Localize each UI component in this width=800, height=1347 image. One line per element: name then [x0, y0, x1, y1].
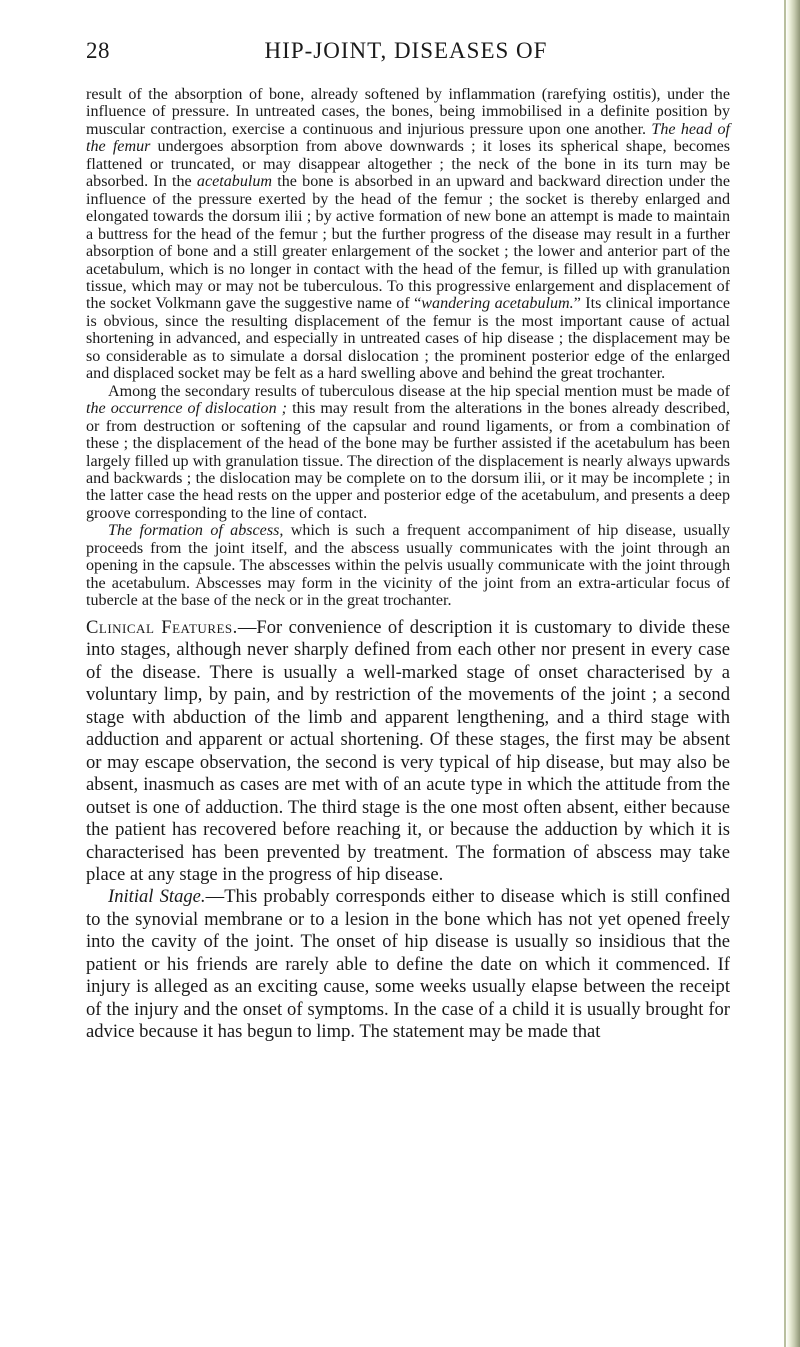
- paragraph-dislocation: Among the secondary results of tuberculous disease at the hip special mention must be made of the occurrence of dislocation ; this may result from the alterations in the bones already described, or from destruction or softening of the capsular and round ligaments, or from a combination of these ; the displacement of the head of the bone may be further assisted if the acetabulum has been largely filled up with granulation tissue. The direction of the displacement is nearly always upwards and backwards ; the dislocation may be complete on to the dorsum ilii, or it may be incomplete ; in the latter case the head rests on the upper and posterior edge of the acetabulum, and presents a deep groove corresponding to the line of contact.: [86, 382, 731, 522]
- running-title: HIP-JOINT, DISEASES OF: [264, 38, 548, 63]
- small-print-section: [86, 86, 730, 610]
- italic-term: The head of the femur: [86, 120, 730, 156]
- book-page-edge: [786, 0, 800, 1347]
- paragraph-abscess: The formation of abscess, which is such a frequent accompaniment of hip disease, usually proceeds from the joint itself, and the abscess usually communicates with the joint through an opening in the capsule. The abscesses within the pelvis usually communicate with the joint through the acetabulum. Abscesses may form in the vicinity of the joint from an extra-articular focus of tubercle at the base of the neck or in the great trochanter.: [86, 522, 730, 610]
- italic-term: acetabulum: [196, 173, 273, 191]
- section-heading: Clinical Features.: [86, 617, 238, 638]
- page-number: 28: [86, 38, 110, 63]
- paragraph-absorption: result of the absorption of bone, already softened by inflammation (rarefying ostitis), under the influence of pressure. In untreated cases, the bones, being immobilised in a definite position by muscular contraction, exercise a continuous and injurious pressure upon one another. The head of the femur undergoes absorption from above downwards ; it loses its spherical shape, becomes flattened or truncated, or may disappear altogether ; the neck of the bone in its turn may be absorbed. In the acetabulum the bone is absorbed in an upward and backward direction under the influence of the pressure exerted by the head of the femur ; the socket is thereby enlarged and elongated towards the dorsum ilii ; by active formation of new bone an attempt is made to maintain a buttress for the head of the femur ; but the further progress of the disease may result in a further absorption of bone and a still greater enlargement of the socket ; the lower and anterior part of the acetabulum, which is no longer in contact with the head of the femur, is filled up with granulation tissue, which may or may not be tuberculous. To this progressive enlargement and displacement of the socket Volkmann gave the suggestive name of “wandering acetabulum.” Its clinical importance is obvious, since the resulting displacement of the femur is the most important cause of actual shortening in advanced, and especially in untreated cases of hip disease ; the displacement may be so considerable as to simulate a dorsal dislocation ; the prominent posterior edge of the enlarged and displaced socket may be felt as a hard swelling above and behind the great trochanter.: [86, 86, 731, 383]
- paragraph-initial-stage: Initial Stage.—This probably corresponds either to disease which is still confined to the synovial membrane or to a lesion in the bone which has not yet opened freely into the cavity of the joint. The onset of hip disease is usually so insidious that the patient or his friends are rarely able to define the date on which it commenced. If injury is alleged as an exciting cause, some weeks usually elapse between the receipt of the injury and the onset of symptoms. In the case of a child it is usually brought for advice because it has begun to limp. The statement may be made that: [86, 886, 731, 1043]
- page-header: [86, 38, 726, 78]
- italic-term: wandering acetabulum.: [421, 295, 574, 313]
- paragraph-clinical-features: Clinical Features.—For convenience of description it is customary to divide these into stages, although never sharply defined from each other nor present in every case of the disease. There is usually a well-marked stage of onset characterised by a voluntary limp, by pain, and by restriction of the movements of the joint ; a second stage with abduction of the limb and apparent lengthening, and a third stage with adduction and apparent or actual shortening. Of these stages, the first may be absent or may escape observation, the second is very typical of hip disease, but may also be absent, inasmuch as cases are met with of an acute type in which the attitude from the outset is one of adduction. The third stage is the one most often absent, either because the patient has recovered before reaching it, or because the adduction by which it is characterised has been prevented by treatment. The formation of abscess may take place at any stage in the progress of hip disease.: [86, 617, 730, 885]
- main-text-section: [86, 617, 730, 1044]
- italic-term: The formation of abscess,: [108, 522, 284, 540]
- subsection-heading: Initial Stage.: [108, 886, 206, 908]
- italic-term: the occurrence of dislocation ;: [86, 400, 288, 418]
